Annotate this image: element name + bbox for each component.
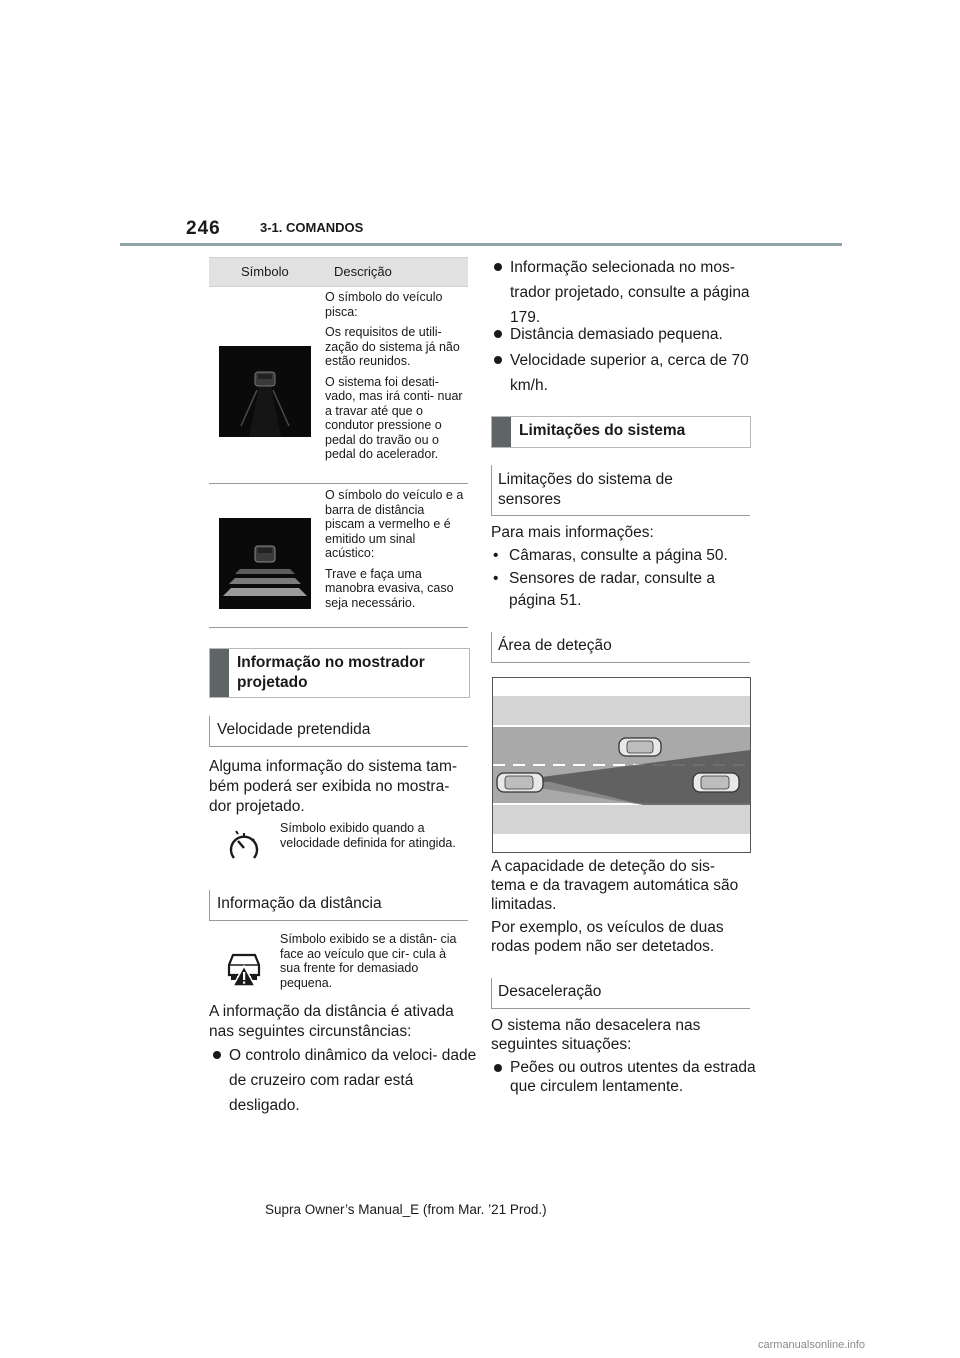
- table-header: [209, 257, 468, 287]
- list-item: • Câmaras, consulte a página 50.: [493, 547, 728, 564]
- speed-symbol-text: Símbolo exibido quando a velocidade definida for atingida.: [280, 821, 456, 850]
- subhead-decel-wrap: [491, 978, 492, 1008]
- more-info-text: Para mais informações:: [491, 524, 654, 541]
- hud-section-header: Informação no mostrador projetado: [209, 648, 470, 698]
- bullet-item: Informação selecionada no mos- trador projetado, consulte a página 179.: [494, 255, 765, 330]
- subhead-distance: Informação da distância: [217, 895, 382, 912]
- subhead-rule: [209, 746, 468, 747]
- subhead-speed: Velocidade pretendida: [217, 721, 371, 738]
- subhead-sensors-wrap: [491, 465, 492, 515]
- row1-description: O símbolo do veículo pisca: Os requisitos de utili- zação do sistema já não estão reunidos. O sistema foi desati- vado, mas irá conti- nuar a travar até que o condutor pressione o pedal do travão ou o pedal do acelerador.: [325, 290, 463, 461]
- subhead-area-wrap: [491, 632, 492, 662]
- bullet-item: Peões ou outros utentes da estrada que circulem lentamente.: [494, 1058, 765, 1096]
- subhead-decel: Desaceleração: [498, 983, 602, 1000]
- subhead-sensors: Limitações do sistema de sensores: [498, 471, 673, 508]
- activation-paragraph: A informação da distância é ativada nas seguintes circunstâncias:: [209, 1003, 454, 1040]
- speed-paragraph: Alguma informação do sistema tam- bém poderá ser exibida no mostra- dor projetado.: [209, 758, 458, 815]
- speedometer-icon: [227, 830, 261, 864]
- subhead-rule: [491, 662, 750, 663]
- watermark: carmanualsonline.info: [758, 1339, 866, 1351]
- area-paragraph-2: Por exemplo, os veículos de duas rodas podem não ser detetados.: [491, 919, 724, 955]
- vehicle-blink-image: [219, 346, 311, 437]
- footer-text: Supra Owner’s Manual_E (from Mar. ’21 Prod.): [265, 1202, 547, 1217]
- subhead-rule: [491, 515, 750, 516]
- area-paragraph-1: A capacidade de deteção do sis- tema e da travagem automática são limitadas.: [491, 858, 739, 913]
- car-front: [619, 738, 661, 756]
- bullet-item: Distância demasiado pequena.: [494, 322, 765, 347]
- section-title: 3-1. COMANDOS: [260, 220, 364, 235]
- page-number: 246: [186, 218, 221, 239]
- car-warning-icon: [223, 945, 265, 987]
- subhead-rule: [209, 920, 468, 921]
- subhead-distance-wrap: [209, 890, 210, 920]
- list-item: • Sensores de radar, consulte a página 51.: [493, 570, 715, 609]
- bullet-item: O controlo dinâmico da veloci- dade de cruzeiro com radar está desligado.: [213, 1043, 484, 1118]
- col-symbol: Símbolo: [241, 264, 289, 279]
- distance-symbol-text: Símbolo exibido se a distân- cia face ao veículo que cir- cula à sua frente for demasiado pequena.: [280, 932, 457, 990]
- row2-description: O símbolo do veículo e a barra de distância piscam a vermelho e é emitido um sinal acústico: Trave e faça uma manobra evasiva, caso seja necessário.: [325, 488, 464, 610]
- header-rule: [120, 243, 842, 246]
- table-row-rule: [209, 483, 468, 484]
- table-row-rule: [209, 627, 468, 628]
- subhead-speed-wrap: [209, 716, 210, 746]
- subhead-area: Área de deteção: [498, 637, 612, 654]
- car-right: [693, 773, 739, 792]
- col-description: Descrição: [334, 264, 392, 279]
- subhead-rule: [491, 1008, 750, 1009]
- limits-section-header: Limitações do sistema: [491, 416, 751, 448]
- car-ego: [497, 773, 543, 792]
- bullet-item: Velocidade superior a, cerca de 70 km/h.: [494, 348, 765, 398]
- distance-bar-image: [219, 518, 311, 609]
- detection-area-diagram: [492, 677, 751, 853]
- decel-paragraph: O sistema não desacelera nas seguintes situações:: [491, 1017, 701, 1053]
